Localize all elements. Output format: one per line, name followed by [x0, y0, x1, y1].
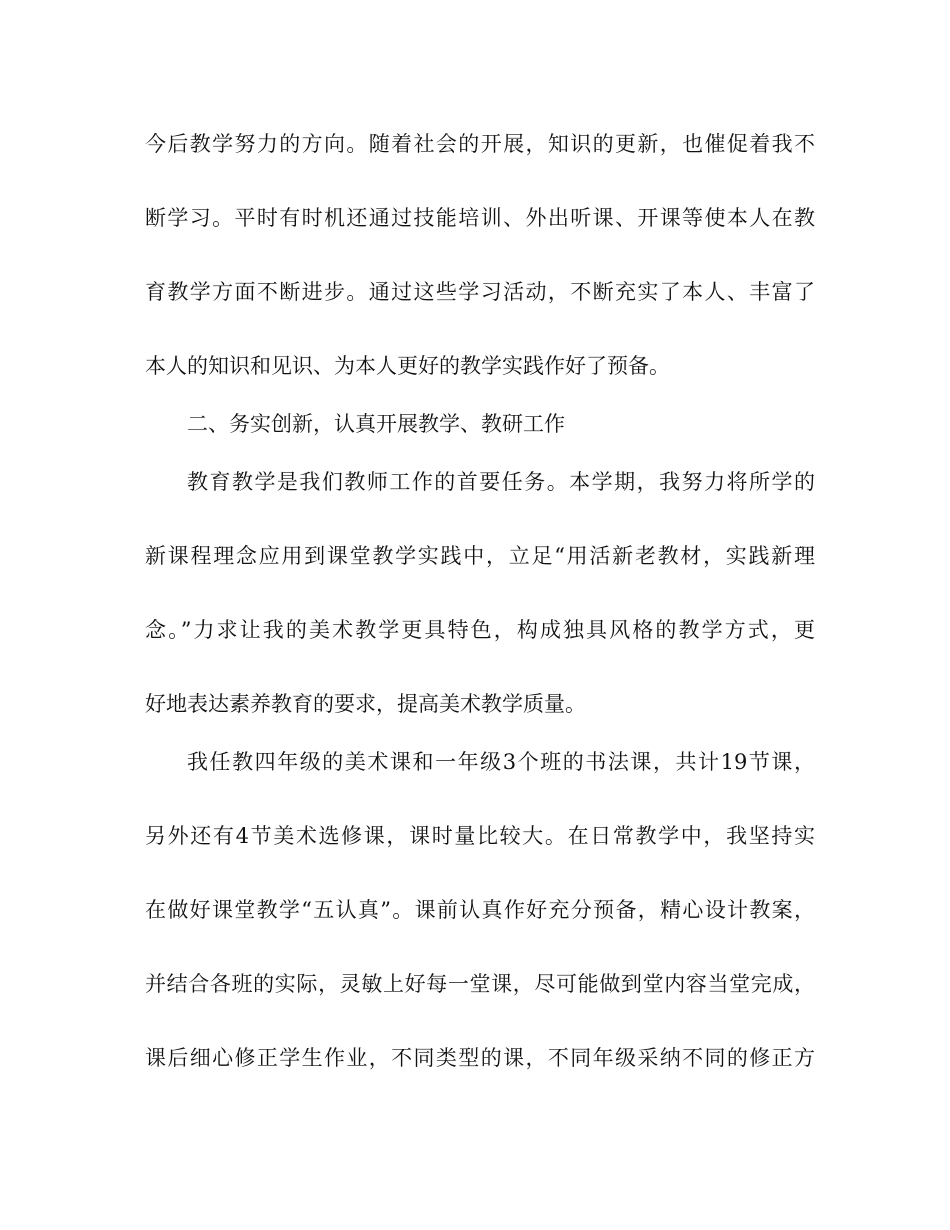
text-line: 我任教四年级的美术课和一年级3个班的书法课，共计19节课， [187, 750, 815, 774]
section-heading: 二、务实创新，认真开展教学、教研工作 [187, 412, 565, 436]
text-line: 教育教学是我们教师工作的首要任务。本学期，我努力将所学的 [187, 470, 815, 494]
text-line: 念。”力求让我的美术教学更具特色，构成独具风格的教学方式，更 [145, 618, 815, 642]
text-line: 新课程理念应用到课堂教学实践中，立足“用活新老教材，实践新理 [145, 544, 815, 568]
text-line: 好地表达素养教育的要求，提高美术教学质量。 [145, 692, 586, 716]
text-line: 在做好课堂教学“五认真”。课前认真作好充分预备，精心设计教案， [145, 898, 815, 922]
text-line: 今后教学努力的方向。随着社会的开展，知识的更新，也催促着我不 [145, 132, 815, 156]
text-line: 并结合各班的实际，灵敏上好每一堂课，尽可能做到堂内容当堂完成， [145, 972, 815, 996]
text-line: 育教学方面不断进步。通过这些学习活动，不断充实了本人、丰富了 [145, 280, 815, 304]
text-line: 另外还有4节美术选修课，课时量比较大。在日常教学中，我坚持实 [145, 824, 815, 848]
text-line: 本人的知识和见识、为本人更好的教学实践作好了预备。 [145, 354, 670, 378]
text-line: 断学习。平时有时机还通过技能培训、外出听课、开课等使本人在教 [145, 206, 815, 230]
text-line: 课后细心修正学生作业，不同类型的课，不同年级采纳不同的修正方 [145, 1046, 815, 1070]
